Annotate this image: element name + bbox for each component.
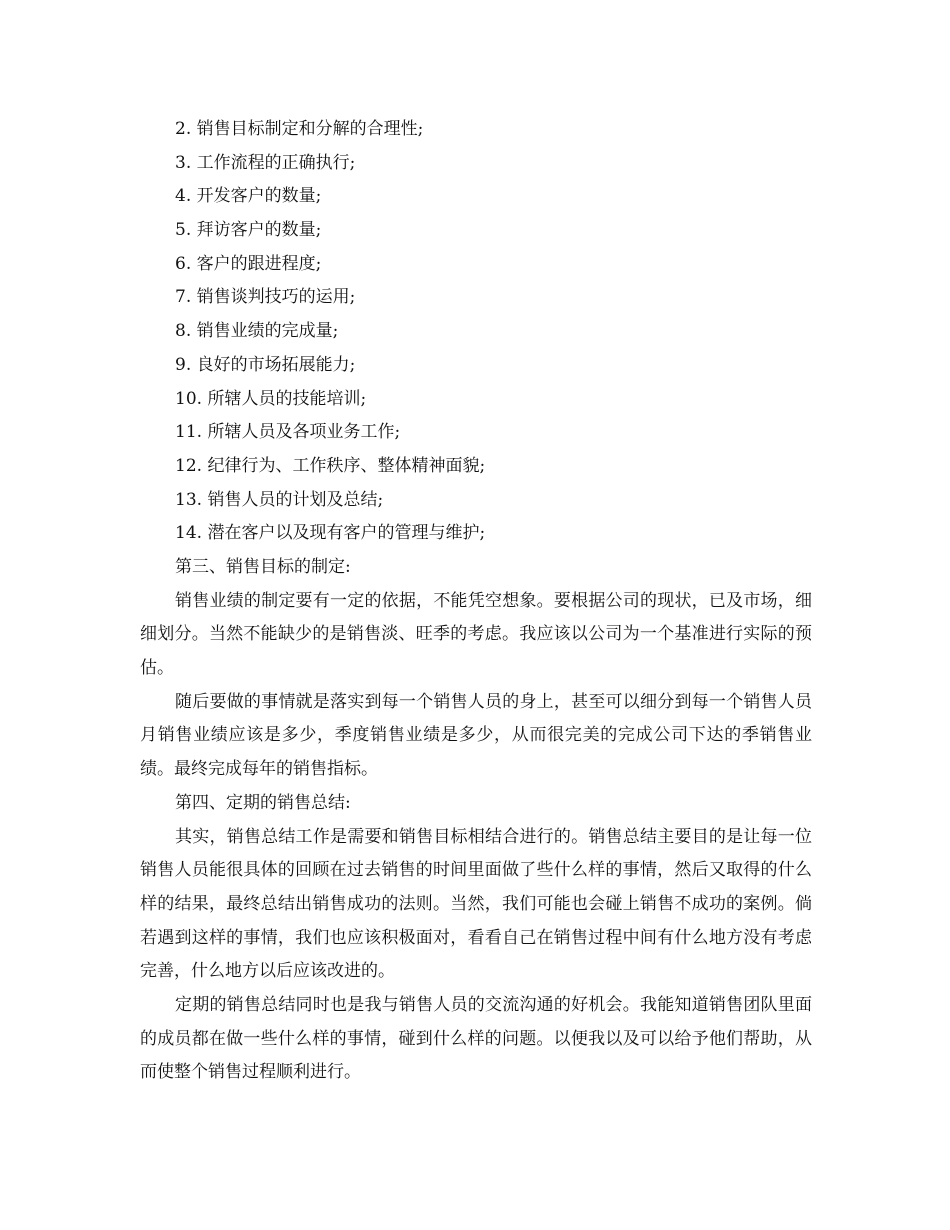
section-3-paragraph-2: 随后要做的事情就是落实到每一个销售人员的身上，甚至可以细分到每一个销售人员月销售业绩应该是多少，季度销售业绩是多少，从而很完美的完成公司下达的季销售业绩。最终完成每年的销售指标。 [140, 691, 812, 780]
list-item: 2. 销售目标制定和分解的合理性; [175, 119, 424, 139]
list-item: 10. 所辖人员的技能培训; [175, 388, 367, 409]
list-item: 11. 所辖人员及各项业务工作; [175, 422, 401, 443]
list-item: 9. 良好的市场拓展能力; [175, 354, 356, 375]
section-4-paragraph-2: 定期的销售总结同时也是我与销售人员的交流沟通的好机会。我能知道销售团队里面的成员都在做一些什么样的事情，碰到什么样的问题。以便我以及可以给予他们帮助，从而使整个销售过程顺利进行。 [140, 995, 812, 1083]
section-4-heading: 第四、定期的销售总结: [175, 792, 351, 813]
list-item: 14. 潜在客户以及现有客户的管理与维护; [175, 523, 486, 544]
section-3-heading: 第三、销售目标的制定: [175, 556, 351, 577]
list-item: 13. 销售人员的计划及总结; [175, 489, 384, 510]
section-3-paragraph-1: 销售业绩的制定要有一定的依据，不能凭空想象。要根据公司的现状，已及市场，细细划分。当然不能缺少的是销售淡、旺季的考虑。我应该以公司为一个基准进行实际的预估。 [140, 590, 812, 679]
list-item: 7. 销售谈判技巧的运用; [175, 287, 356, 308]
list-item: 4. 开发客户的数量; [175, 186, 322, 207]
section-4-paragraph-1: 其实，销售总结工作是需要和销售目标相结合进行的。销售总结主要目的是让每一位销售人员能很具体的回顾在过去销售的时间里面做了些什么样的事情，然后又取得的什么样的结果，最终总结出销售成功的法则。当然，我们可能也会碰上销售不成功的案例。倘若遇到这样的事情，我们也应该积极面对，看看自己在销售过程中间有什么地方没有考虑完善，什么地方以后应该改进的。 [140, 826, 812, 982]
list-item: 6. 客户的跟进程度; [175, 253, 322, 274]
list-item: 3. 工作流程的正确执行; [175, 152, 356, 173]
list-item: 8. 销售业绩的完成量; [175, 321, 339, 342]
list-item: 12. 纪律行为、工作秩序、整体精神面貌; [175, 455, 486, 476]
list-item: 5. 拜访客户的数量; [175, 220, 322, 241]
document-page [140, 113, 812, 1090]
